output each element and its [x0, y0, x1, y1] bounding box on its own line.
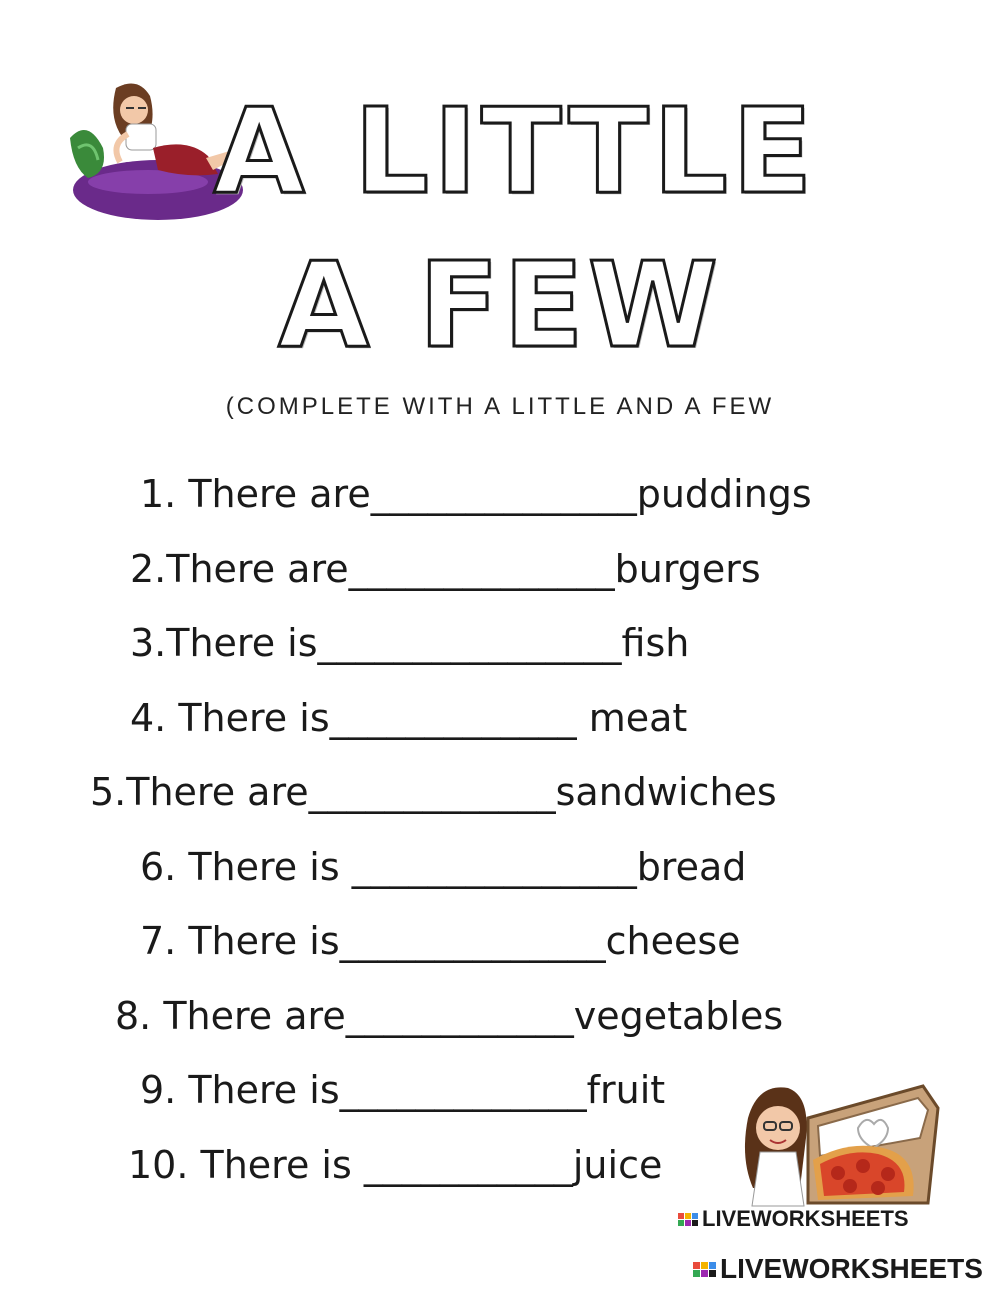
watermark-outer-text: LIVEWORKSHEETS — [720, 1253, 983, 1284]
liveworksheets-logo-icon — [693, 1262, 716, 1277]
pizza-avatar-icon — [738, 1078, 943, 1208]
liveworksheets-logo-icon — [678, 1213, 698, 1226]
exercise-item-10: 10. There is ___________juice — [128, 1143, 663, 1187]
exercise-item-5: 5.There are_____________sandwiches — [90, 770, 777, 814]
watermark-inner-text: LIVEWORKSHEETS — [702, 1206, 909, 1231]
title-line-1: A LITTLE — [213, 82, 817, 220]
exercise-item-8: 8. There are____________vegetables — [115, 994, 784, 1038]
watermark-outer — [693, 1253, 983, 1285]
exercise-item-1: 1. There are______________puddings — [140, 472, 812, 516]
exercise-item-7: 7. There is______________cheese — [140, 919, 741, 963]
title-line-2: A FEW — [278, 236, 722, 374]
exercise-item-4: 4. There is_____________ meat — [130, 696, 688, 740]
exercise-item-6: 6. There is _______________bread — [140, 845, 747, 889]
exercise-item-2: 2.There are______________burgers — [130, 547, 761, 591]
exercise-item-3: 3.There is________________fish — [130, 621, 690, 665]
exercise-item-9: 9. There is_____________fruit — [140, 1068, 666, 1112]
instructions: (COMPLETE WITH A LITTLE AND A FEW — [225, 393, 775, 420]
watermark-inner — [678, 1206, 909, 1232]
